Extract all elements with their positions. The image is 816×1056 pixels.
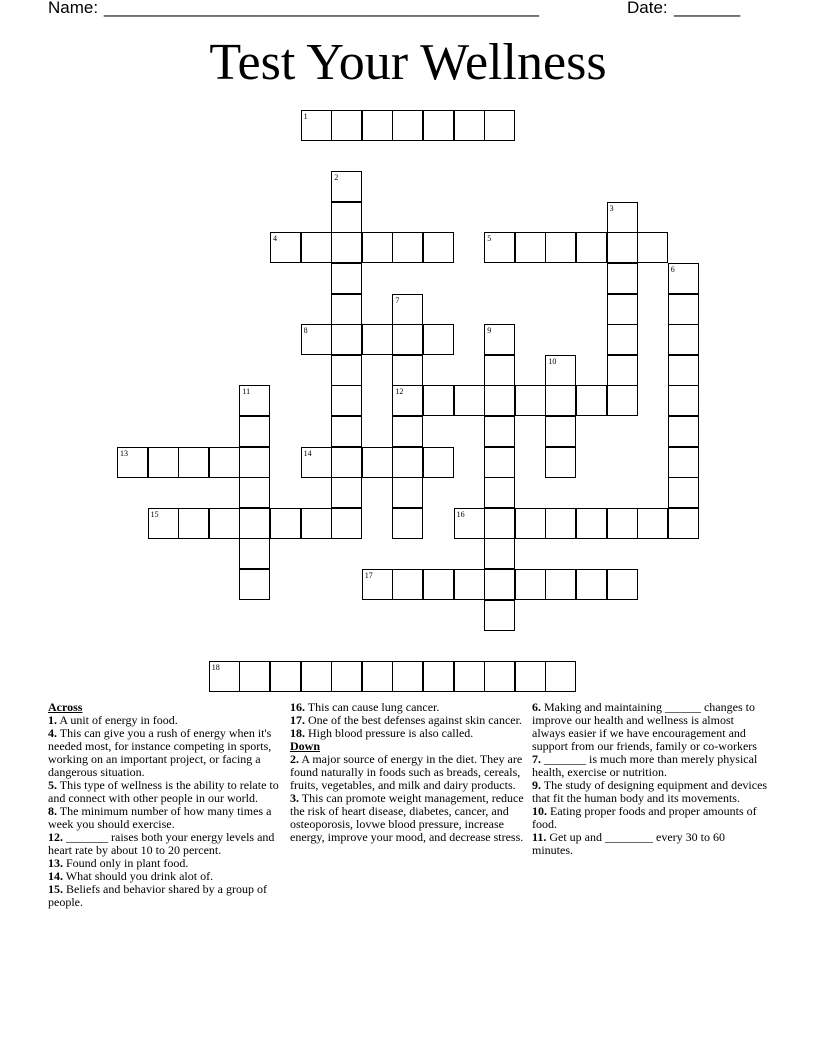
grid-cell[interactable] [301,661,332,692]
grid-cell[interactable] [607,294,638,325]
grid-cell[interactable] [545,385,576,416]
grid-cell[interactable] [392,477,423,508]
grid-cell[interactable] [392,110,423,141]
grid-cell[interactable] [484,538,515,569]
grid-cell[interactable] [515,385,546,416]
clue-text: Found only in plant food. [63,856,189,870]
grid-cell[interactable] [668,294,699,325]
grid-cell[interactable] [607,508,638,539]
clue-number: 18. [290,726,305,740]
clue-text: This can promote weight management, reduce the risk of heart disease, diabetes, cancer, and osteoporosis, lovwe blood pressure, increase energy, improve your mood, and decrease stress. [290,791,524,844]
clue-text: Making and maintaining ______ changes to improve our health and wellness is almost always easier if we have encouragement and support from our friends, family or co-workers [532,700,757,753]
grid-cell[interactable] [178,508,209,539]
grid-cell[interactable] [331,294,362,325]
grid-cell[interactable] [331,661,362,692]
grid-cell[interactable] [545,447,576,478]
grid-cell[interactable] [454,508,485,539]
clue-text: One of the best defenses against skin cancer. [305,713,522,727]
grid-cell[interactable] [362,447,393,478]
grid-cell[interactable] [331,171,362,202]
grid-cell[interactable] [331,202,362,233]
grid-cell[interactable] [545,661,576,692]
grid-cell[interactable] [239,416,270,447]
grid-cell[interactable] [484,416,515,447]
clue-number: 5. [48,778,57,792]
grid-cell[interactable] [239,538,270,569]
grid-cell[interactable] [331,263,362,294]
clue-number: 4 [273,234,277,244]
clue-number: 10 [548,356,557,366]
grid-cell[interactable] [239,661,270,692]
clue-number: 14. [48,869,63,883]
grid-cell[interactable] [148,508,179,539]
grid-cell[interactable] [331,355,362,386]
clue-number: 4. [48,726,57,740]
grid-cell[interactable] [301,110,332,141]
clue [532,831,768,857]
grid-cell[interactable] [515,569,546,600]
grid-cell[interactable] [454,110,485,141]
grid-cell[interactable] [668,385,699,416]
grid-cell[interactable] [392,508,423,539]
grid-cell[interactable] [209,447,240,478]
clue-number: 6. [532,700,541,714]
clue-text: _______ is much more than merely physical health, exercise or nutrition. [532,752,758,779]
grid-cell[interactable] [637,508,668,539]
clue-number: 8. [48,804,57,818]
grid-cell[interactable] [545,355,576,386]
clue-number: 8 [303,326,308,336]
clue-number: 12. [48,830,63,844]
grid-cell[interactable] [668,447,699,478]
grid-cell[interactable] [423,385,454,416]
clue-text: This can cause lung cancer. [305,700,440,714]
clue-number: 2 [334,173,339,183]
grid-cell[interactable] [239,477,270,508]
down-heading: Down [290,739,321,753]
grid-cell[interactable] [117,447,148,478]
grid-cell[interactable] [301,324,332,355]
clue-number: 12 [395,387,404,397]
grid-cell[interactable] [331,110,362,141]
date-field[interactable]: _______ [674,0,741,17]
grid-cell[interactable] [392,447,423,478]
clue-number: 2. [290,752,299,766]
grid-cell[interactable] [362,110,393,141]
grid-cell[interactable] [668,477,699,508]
grid-cell[interactable] [515,232,546,263]
grid-cell[interactable] [607,569,638,600]
clue-number: 10. [532,804,547,818]
grid-cell[interactable] [515,661,546,692]
clue-number: 16 [456,509,465,519]
grid-cell[interactable] [484,385,515,416]
clue-text: Eating proper foods and proper amounts of food. [532,804,757,831]
clue-text: A unit of energy in food. [57,713,178,727]
clue-number: 17. [290,713,305,727]
grid-cell[interactable] [454,385,485,416]
clue-number: 6 [670,265,675,274]
grid-cell[interactable] [331,447,362,478]
clue-number: 16. [290,700,305,714]
grid-cell[interactable] [148,447,179,478]
grid-cell[interactable] [331,324,362,355]
clue-number: 13 [120,448,128,458]
grid-cell[interactable] [239,508,270,539]
clue [48,805,284,831]
clue [532,701,768,753]
page-title: Test Your Wellness [209,34,607,91]
grid-cell[interactable] [576,232,607,263]
grid-cell[interactable] [668,263,699,294]
grid-cell[interactable] [423,324,454,355]
grid-cell[interactable] [668,324,699,355]
grid-cell[interactable] [392,569,423,600]
clue-number: 1 [303,112,308,121]
clue-number: 15 [150,509,159,519]
clue [532,805,768,831]
clue [48,779,284,805]
grid-cell[interactable] [607,385,638,416]
grid-cell[interactable] [392,661,423,692]
clue-text: The minimum number of how many times a week you should exercise. [48,804,272,831]
grid-cell[interactable] [607,355,638,386]
grid-cell[interactable] [362,569,393,600]
grid-cell[interactable] [484,477,515,508]
clue-number: 14 [303,448,312,458]
grid-cell[interactable] [484,324,515,355]
clues-column-2 [290,701,528,844]
grid-cell[interactable] [178,447,209,478]
grid-cell[interactable] [362,232,393,263]
clue-text: What should you drink alot of. [63,869,214,883]
grid-cell[interactable] [484,508,515,539]
clue-number: 9. [532,778,541,792]
clue-number: 3. [290,791,299,805]
clue-text: This can give you a rush of energy when it's needed most, for instance competing in sports, working on an important project, or facing a dangerous situation. [48,726,272,779]
grid-cell[interactable] [239,569,270,600]
clue [290,753,528,792]
grid-cell[interactable] [454,569,485,600]
grid-cell[interactable] [331,416,362,447]
clue [290,727,528,740]
grid-cell[interactable] [270,232,301,263]
clue [48,831,284,857]
clue-text: High blood pressure is also called. [305,726,474,740]
clue-text: _______ raises both your energy levels and heart rate by about 10 to 20 percent. [48,830,275,857]
grid-cell[interactable] [484,232,515,263]
clue-number: 18 [211,662,220,672]
grid-cell[interactable] [484,110,515,141]
grid-cell[interactable] [545,232,576,263]
clue-number: 15. [48,882,63,896]
grid-cell[interactable] [270,661,301,692]
grid-cell[interactable] [392,294,423,325]
clue-number: 11 [242,387,251,397]
clue [48,883,284,909]
grid-cell[interactable] [392,324,423,355]
clue-text: This type of wellness is the ability to relate to and connect with other people in our world. [48,778,279,805]
clue-number: 11. [532,830,547,844]
date-label: Date: [627,0,668,17]
grid-cell[interactable] [545,416,576,447]
grid-cell[interactable] [637,232,668,263]
grid-cell[interactable] [209,508,240,539]
grid-cell[interactable] [239,447,270,478]
grid-cell[interactable] [607,232,638,263]
clues-column-3 [532,701,768,857]
grid-cell[interactable] [423,232,454,263]
across-heading: Across [48,700,83,714]
grid-cell[interactable] [331,508,362,539]
grid-cell[interactable] [607,202,638,233]
grid-cell[interactable] [362,661,393,692]
clue-number: 7 [395,295,400,305]
clue-number: 17 [364,571,373,580]
grid-cell[interactable] [576,385,607,416]
grid-cell[interactable] [301,232,332,263]
grid-cell[interactable] [239,385,270,416]
grid-cell[interactable] [270,508,301,539]
clue-number: 9 [487,326,492,336]
grid-cell[interactable] [301,447,332,478]
clue-text: The study of designing equipment and devices that fit the human body and its movements. [532,778,768,805]
grid-cell[interactable] [484,600,515,631]
grid-cell[interactable] [484,355,515,386]
grid-cell[interactable] [484,661,515,692]
grid-cell[interactable] [392,385,423,416]
grid-cell[interactable] [331,385,362,416]
grid-cell[interactable] [392,416,423,447]
name-field[interactable]: ______________________________________________ [104,0,539,17]
grid-cell[interactable] [515,508,546,539]
grid-cell[interactable] [668,355,699,386]
clue-number: 1. [48,713,57,727]
grid-cell[interactable] [362,324,393,355]
grid-cell[interactable] [484,569,515,600]
grid-cell[interactable] [423,447,454,478]
clue [290,792,528,844]
grid-cell[interactable] [607,263,638,294]
grid-cell[interactable] [423,110,454,141]
grid-cell[interactable] [576,569,607,600]
clue-text: Beliefs and behavior shared by a group of people. [48,882,267,909]
grid-cell[interactable] [484,447,515,478]
clue [532,753,768,779]
clue-number: 13. [48,856,63,870]
clue-number: 5 [487,234,492,244]
grid-cell[interactable] [301,508,332,539]
grid-cell[interactable] [392,232,423,263]
clues-column-1 [48,701,284,909]
grid-cell[interactable] [668,508,699,539]
grid-cell[interactable] [331,477,362,508]
grid-cell[interactable] [545,508,576,539]
clue-text: Get up and ________ every 30 to 60 minutes. [532,830,725,857]
grid-cell[interactable] [423,569,454,600]
clue [48,727,284,779]
clue [532,779,768,805]
grid-cell[interactable] [545,569,576,600]
grid-cell[interactable] [668,416,699,447]
grid-cell[interactable] [392,355,423,386]
clue-number: 3 [609,203,614,213]
grid-cell[interactable] [209,661,240,692]
clue-text: A major source of energy in the diet. They are found naturally in foods such as breads, cereals, fruits, vegetables, and milk and dairy products. [290,752,523,792]
grid-cell[interactable] [423,661,454,692]
grid-cell[interactable] [576,508,607,539]
grid-cell[interactable] [331,232,362,263]
name-label: Name: [48,0,99,17]
clue-number: 7. [532,752,541,766]
grid-cell[interactable] [607,324,638,355]
grid-cell[interactable] [454,661,485,692]
